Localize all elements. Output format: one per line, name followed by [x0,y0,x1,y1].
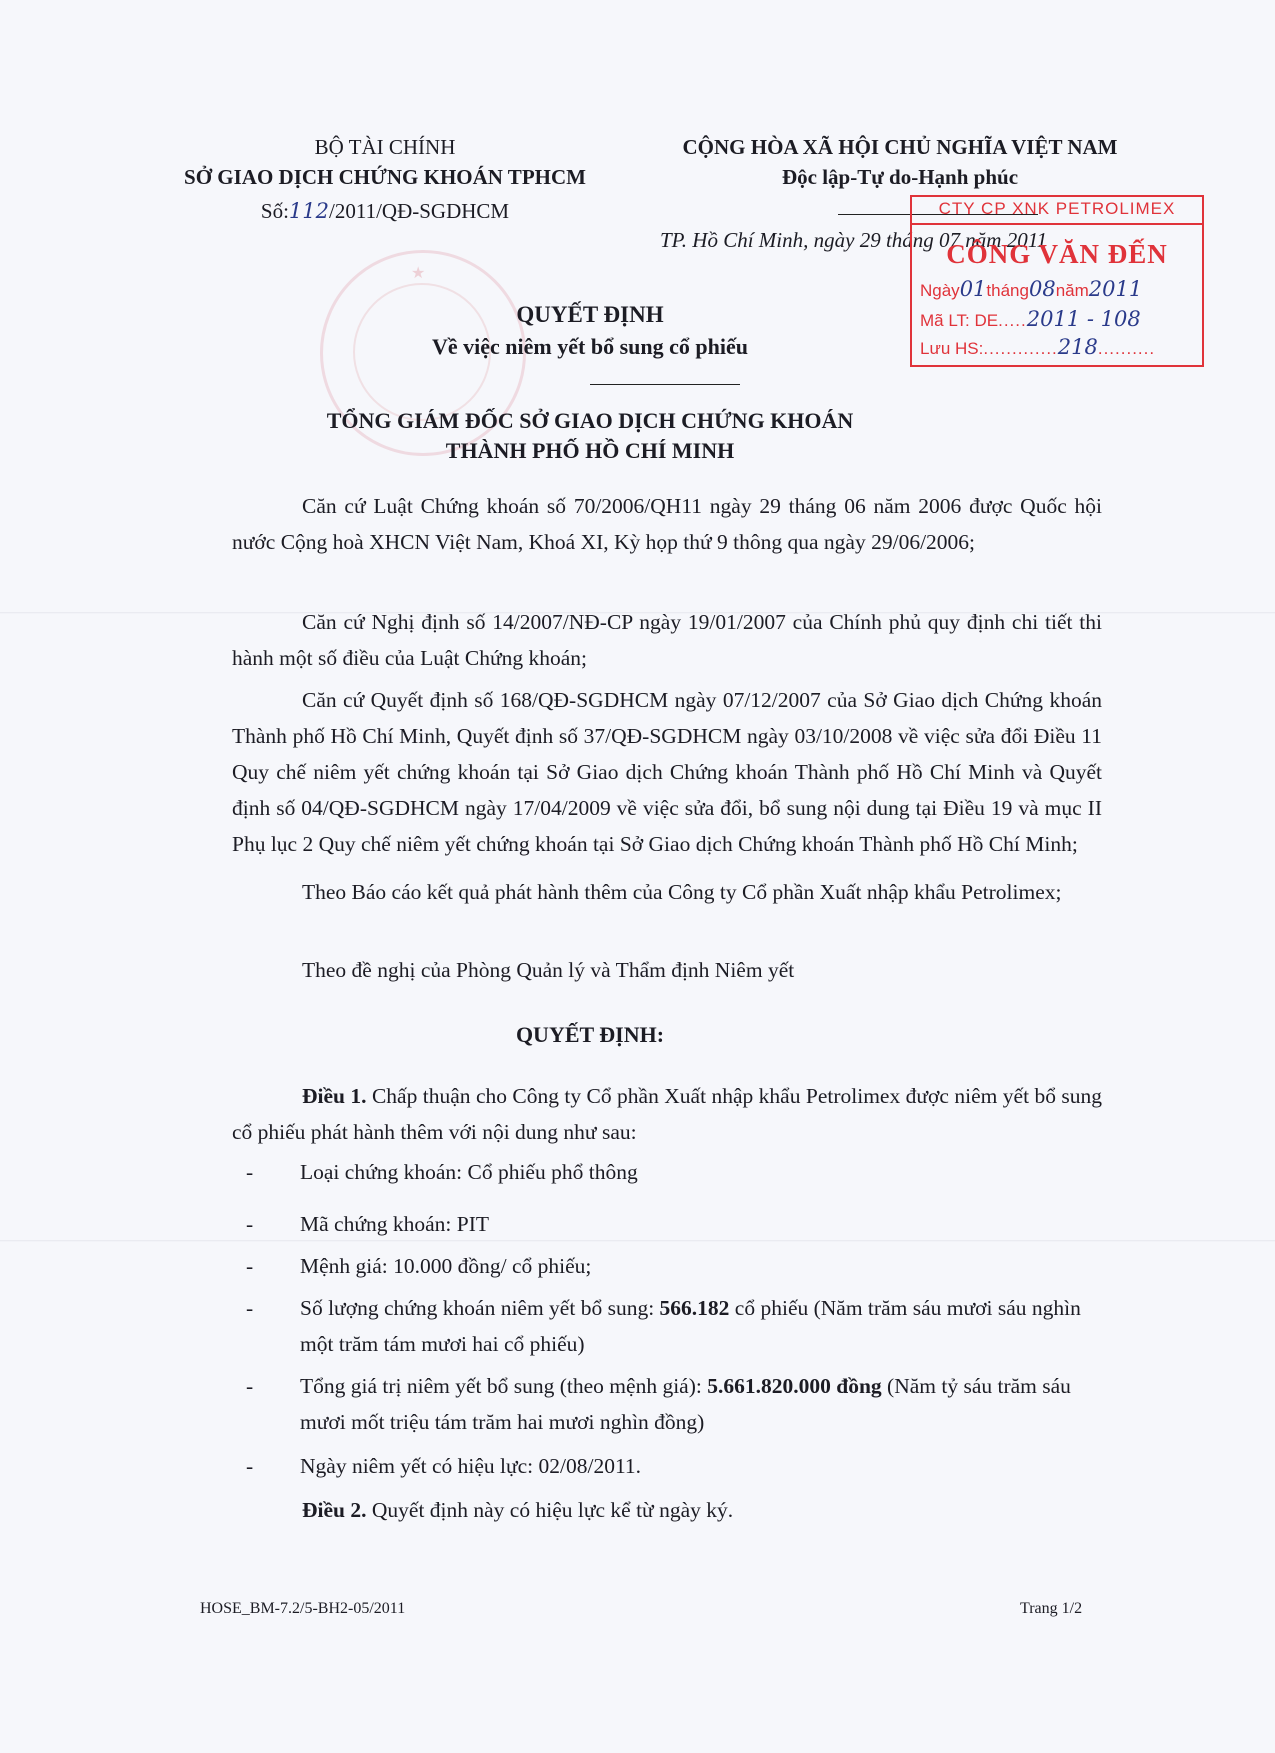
item-text: (Năm tỷ sáu trăm sáu mươi mốt triệu tám trăm hai mươi nghìn đồng) [300,1374,1071,1434]
header-left [150,132,620,226]
stamp-date-row [920,277,1142,301]
legal-basis-text: Theo Báo cáo kết quả phát hành thêm của Công ty Cổ phần Xuất nhập khẩu Petrolimex; [302,880,1062,904]
stamp-file-row: Lưu HS:.............218.......... [920,335,1156,359]
number-label: Số: [260,199,289,223]
article-1 [232,1078,1102,1150]
legal-basis-paragraph [232,488,1102,560]
ministry-name: BỘ TÀI CHÍNH [314,135,456,159]
issue-date: TP. Hồ Chí Minh, ngày 29 tháng 07 năm 2011 [660,228,1048,252]
legal-basis-paragraph [232,952,1102,988]
item-text: Tổng giá trị niêm yết bổ sung (theo mệnh giá): [300,1374,708,1398]
stamp-day-value: 01 [959,277,987,301]
number-suffix: /2011/QĐ-SGDHCM [329,199,510,223]
article-1-item [246,1290,1102,1362]
seal-star-icon: ★ [411,265,426,282]
item-dash: - [246,1296,254,1320]
stamp-code-row: Mã LT: DE.....2011 - 108 [920,307,1141,331]
article-1-item [246,1206,1102,1242]
item-dash: - [246,1254,254,1278]
stamp-month-value: 08 [1028,277,1056,301]
number-handwritten: 112 [288,199,330,223]
stamp-code-label: Mã LT: DE [920,311,999,330]
authority-line-2: THÀNH PHỐ HỒ CHÍ MINH [445,438,735,463]
stamp-title: CÔNG VĂN ĐẾN [946,239,1168,269]
legal-basis-paragraph [232,874,1102,910]
item-text: Mã chứng khoán: PIT [300,1212,489,1236]
exchange-name: SỞ GIAO DỊCH CHỨNG KHOÁN TPHCM [184,165,586,189]
page-number: Trang 1/2 [1020,1600,1083,1617]
stamp-year-label: năm [1055,281,1089,300]
article-1-label: Điều 1. [302,1084,367,1108]
authority-line-1: TỔNG GIÁM ĐỐC SỞ GIAO DỊCH CHỨNG KHOÁN [326,408,854,433]
stamp-divider [912,223,1202,225]
legal-basis-paragraph [232,604,1102,676]
item-text: Loại chứng khoán: Cổ phiếu phổ thông [300,1160,638,1184]
national-motto: Độc lập-Tự do-Hạnh phúc [781,165,1019,189]
item-text: Ngày niêm yết có hiệu lực: 02/08/2011. [300,1454,642,1478]
article-1-item [246,1248,1102,1284]
decision-heading: QUYẾT ĐỊNH: [515,1022,665,1047]
title-underline [590,384,740,385]
article-1-item [246,1154,1102,1190]
item-text: cổ phiếu (Năm trăm sáu mươi sáu nghìn một trăm tám mươi hai cổ phiếu) [300,1296,1081,1356]
legal-basis-text: Căn cứ Nghị định số 14/2007/NĐ-CP ngày 19/01/2007 của Chính phủ quy định chi tiết thi hành một số điều của Luật Chứng khoán; [232,610,1102,670]
item-text: Mệnh giá: 10.000 đồng/ cổ phiếu; [300,1254,592,1278]
stamp-file-label: Lưu HS: [920,339,984,358]
item-dash: - [246,1454,254,1478]
stamp-company: CTY CP XNK PETROLIMEX [938,199,1176,218]
legal-basis-text: Theo đề nghị của Phòng Quản lý và Thẩm định Niêm yết [302,958,795,982]
article-1-item [246,1448,1102,1484]
decision-number [150,196,620,226]
article-2 [232,1492,1102,1528]
stamp-code-value: 2011 - 108 [1026,307,1141,331]
stamp-day-label: Ngày [920,281,960,300]
legal-basis-paragraph [232,682,1102,862]
item-dash: - [246,1212,254,1236]
item-dash: - [246,1374,254,1398]
stamp-year-value: 2011 [1088,277,1143,301]
legal-basis-text: Căn cứ Luật Chứng khoán số 70/2006/QH11 ngày 29 tháng 06 năm 2006 được Quốc hội nước Cộng hoà XHCN Việt Nam, Khoá XI, Kỳ họp thứ 9 thông qua ngày 29/06/2006; [232,494,1102,554]
article-1-text: Chấp thuận cho Công ty Cổ phần Xuất nhập khẩu Petrolimex được niêm yết bổ sung cổ phiếu phát hành thêm với nội dung như sau: [232,1084,1102,1144]
item-text: Số lượng chứng khoán niêm yết bổ sung: [300,1296,660,1320]
total-value: 5.661.820.000 đồng [707,1374,882,1398]
article-2-text: Quyết định này có hiệu lực kể từ ngày ký. [366,1498,734,1522]
stamp-month-label: tháng [986,281,1029,300]
share-quantity: 566.182 [659,1296,730,1320]
form-code: HOSE_BM-7.2/5-BH2-05/2011 [200,1600,406,1617]
stamp-file-value: 218 [1057,335,1098,359]
country-name: CỘNG HÒA XÃ HỘI CHỦ NGHĨA VIỆT NAM [682,135,1118,159]
document-subject: Về việc niêm yết bổ sung cổ phiếu [432,334,748,359]
article-2-label: Điều 2. [302,1498,367,1522]
article-1-item [246,1368,1102,1440]
legal-basis-text: Căn cứ Quyết định số 168/QĐ-SGDHCM ngày 07/12/2007 của Sở Giao dịch Chứng khoán Thành phố Hồ Chí Minh, Quyết định số 37/QĐ-SGDHCM ngày 03/10/2008 về việc sửa đổi Điều 11 Quy chế niêm yết chứng khoán tại Sở Giao dịch Chứng khoán Thành phố Hồ Chí Minh và Quyết định số 04/QĐ-SGDHCM ngày 17/04/2009 về việc sửa đổi, bổ sung nội dung tại Điều 19 và mục II Phụ lục 2 Quy chế niêm yết chứng khoán tại Sở Giao dịch Chứng khoán Thành phố Hồ Chí Minh; [232,688,1102,856]
item-dash: - [246,1160,254,1184]
document-title: QUYẾT ĐỊNH [516,302,664,327]
